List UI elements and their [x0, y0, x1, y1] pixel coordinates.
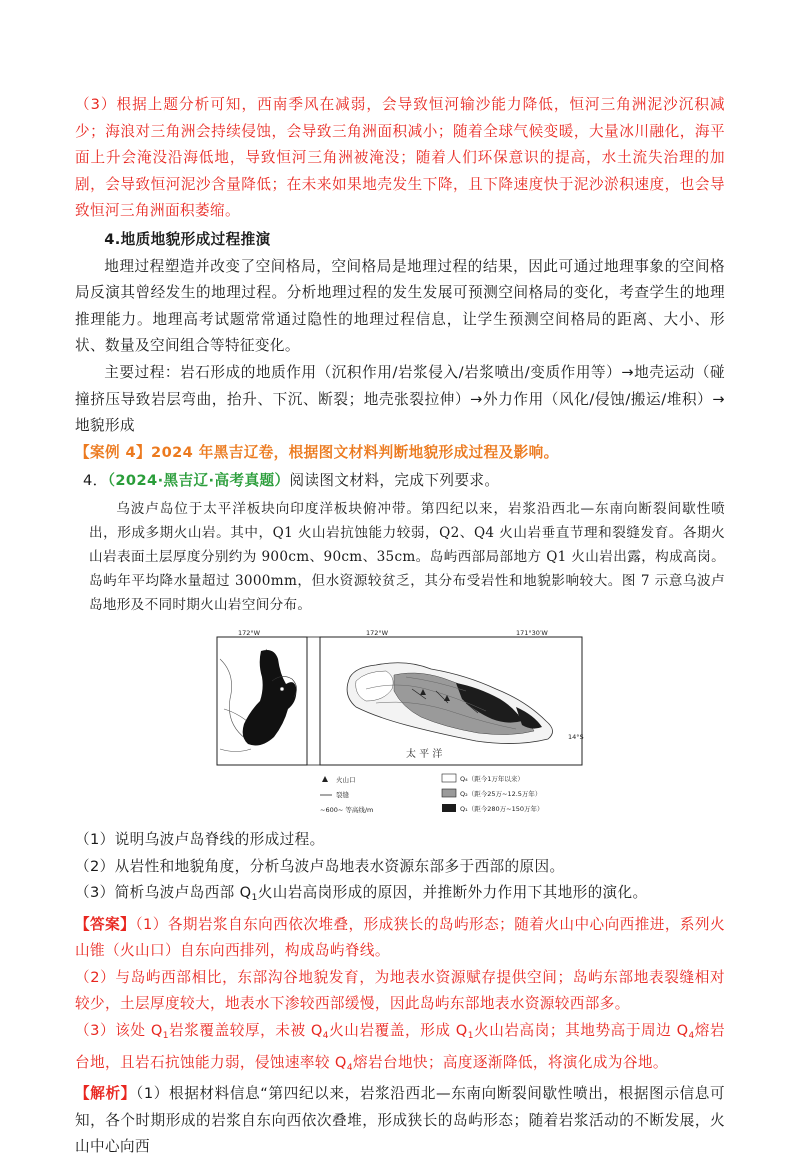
- question-number: 4．: [83, 472, 108, 490]
- inset-coast-dot: [280, 687, 284, 691]
- legend-q2-swatch: [442, 789, 456, 797]
- question-prompt: 阅读图文材料，完成下列要求。: [289, 472, 500, 490]
- answer-2: （2）与岛屿西部相比，东部沟谷地貌发育，为地表水资源赋存提供空间；岛屿东部地表裂缝相对较少，土层厚度较大，地表水下渗较西部缓慢，因此岛屿东部地表水资源较西部多。: [75, 968, 725, 1013]
- ocean-label: 太 平 洋: [406, 748, 443, 760]
- inset-longitude-label: 172°W: [238, 628, 261, 637]
- legend-crater-label: 火山口: [336, 775, 356, 784]
- section-intro-paragraph: 地理过程塑造并改变了空间格局，空间格局是地理过程的结果，因此可通过地理事象的空间格局反演其曾经发生的地理过程。分析地理过程的发生发展可预测空间格局的变化，考查学生的地理推理能力。地理高考试题常常通过隐性的地理过程信息，让学生预测空间格局的距离、大小、形状、数量及空间组合等特征变化。: [75, 257, 725, 355]
- legend-q4-swatch: [442, 774, 456, 782]
- upolu-island-map-figure: [216, 629, 584, 819]
- legend-fault-label: 裂缝: [336, 790, 349, 799]
- latitude-label: 14°S: [568, 732, 584, 741]
- sub-question-2: （2）从岩性和地貌角度，分析乌波卢岛地表水资源东部多于西部的原因。: [75, 857, 565, 875]
- legend-contour-label: ~600~ 等高线/m: [320, 805, 374, 814]
- right-longitude-label: 171°30′W: [516, 628, 548, 637]
- legend-crater-symbol: [322, 776, 328, 782]
- main-process-paragraph: 主要过程：岩石形成的地质作用（沉积作用/岩浆侵入/岩浆喷出/变质作用等）→地壳运动（碰撞挤压导致岩层弯曲，抬升、下沉、断裂；地壳张裂拉伸）→外力作用（风化/侵蚀/搬运/堆积）→地貌形成: [75, 363, 725, 435]
- case-heading: 【案例 4】2024 年黑吉辽卷，根据图文材料判断地貌形成过程及影响。: [75, 443, 559, 461]
- answer-3: （3）该处 $Q_1$岩浆覆盖较厚，未被 $Q_4$火山岩覆盖，形成 $Q_1$火山岩高岗；其地势高于周边 $Q_4$熔岩台地，且岩石抗蚀能力弱，侵蚀速率较 $Q_4$熔岩台地快；高度逐渐降低，将演化成为谷地。: [75, 1022, 725, 1073]
- section-heading: 4.地质地貌形成过程推演: [104, 230, 271, 248]
- map-legend: [320, 774, 543, 814]
- legend-q1-label: Q₁（距今280万~150万年）: [460, 804, 544, 813]
- legend-q1-swatch: [442, 804, 456, 812]
- main-longitude-label: 172°W: [366, 628, 389, 637]
- previous-answer-3: （3）根据上题分析可知，西南季风在减弱，会导致恒河输沙能力降低，恒河三角洲泥沙沉积减少；海浪对三角洲会持续侵蚀，会导致三角洲面积减小；随着全球气候变暖，大量冰川融化，海平面上升会淹没沿海低地，导致恒河三角洲被淹没；随着人们环保意识的提高，水土流失治理的加剧，会导致恒河泥沙含量降低；在未来如果地壳发生下降，且下降速度快于泥沙淤积速度，也会导致恒河三角洲面积萎缩。: [75, 96, 725, 220]
- answer-label: 【答案】: [75, 915, 136, 933]
- sub-question-3: （3）简析乌波卢岛西部 $Q_1$火山岩高岗形成的原因，并推断外力作用下其地形的演化。: [75, 884, 648, 904]
- legend-q4-label: Q₄（距今1万年以来）: [460, 774, 524, 783]
- analysis-paragraph: 【解析】（1）根据材料信息“第四纪以来，岩浆沿西北—东南向断裂间歇性喷出，根据图示信息可知，各个时期形成的岩浆自东向西依次叠堆，形成狭长的岛屿形态；随着岩浆活动的不断发展，火山中心向西: [75, 1085, 725, 1156]
- question-source: （2024·黑吉辽·高考真题）: [107, 472, 290, 490]
- answer-1: 【答案】（1）各期岩浆自东向西依次堆叠，形成狭长的岛屿形态；随着火山中心向西推进，系列火山锥（火山口）自东向西排列，构成岛屿脊线。: [75, 915, 725, 960]
- document-page: [75, 92, 725, 1161]
- sub-question-1: （1）说明乌波卢岛脊线的形成过程。: [75, 830, 325, 848]
- legend-q2-label: Q₂（距今25万~12.5万年）: [460, 789, 542, 798]
- analysis-label: 【解析】: [75, 1085, 136, 1103]
- question-material: 乌波卢岛位于太平洋板块向印度洋板块俯冲带。第四纪以来，岩浆沿西北—东南向断裂间歇性喷出，形成多期火山岩。其中，Q1 火山岩抗蚀能力较弱，Q2、Q4 火山岩垂直节理和裂缝发育。各期火山岩表面土层厚度分别约为 900cm、90cm、35cm。岛屿西部局部地方 Q1 火山岩出露，构成高岗。岛屿年平均降水量超过 3000mm，但水资源较贫乏，其分布受岩性和地貌影响较大。图 7 示意乌波卢岛地形及不同时期火山岩空间分布。: [89, 500, 725, 613]
- question-line: [75, 468, 725, 495]
